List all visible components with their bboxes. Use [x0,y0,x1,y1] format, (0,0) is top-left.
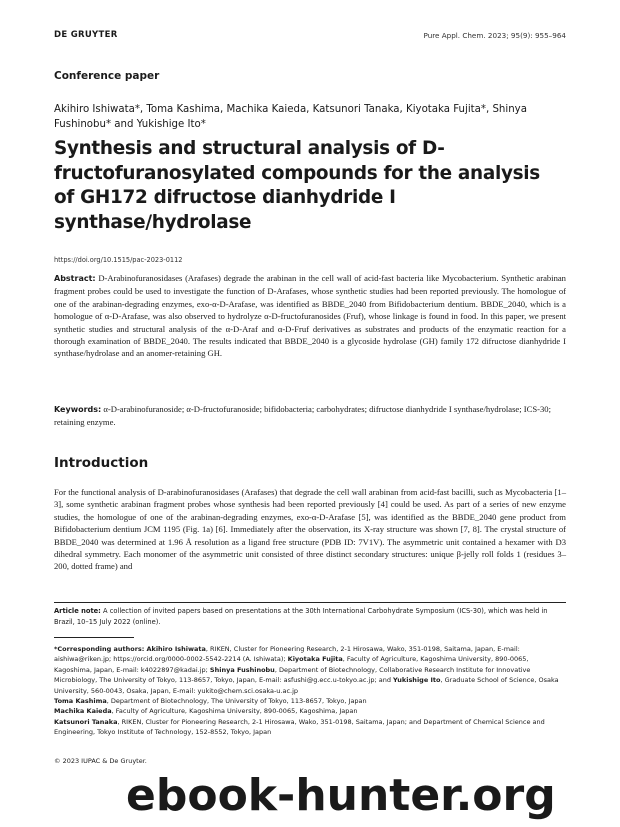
keywords-text: α-D-arabinofuranoside; α-D-fructofuranoside; bifidobacteria; carbohydrates; difructose dianhydride I synthase/hydrolase; ICS-30; retaining enzyme. [54,404,551,428]
running-header [54,30,566,44]
corresponding-main: *Corresponding authors: Akihiro Ishiwata, RIKEN, Cluster for Pioneering Research, 2-1 Hirosawa, Wako, 351-0198, Saitama, Japan, E-mail: aishiwa@riken.jp; https://orcid.org/0000-0002-5542-2214 (A. Ishiwata); Kiyotaka Fujita, Faculty of Agriculture, Kagoshima University, 890-0065, Kagoshima, Japan, E-mail: k4022897@kadai.jp; Shinya Fushinobu, Department of Biotechnology, Collaborative Research Institute for Innovative Microbiology, The University of Tokyo, 113-8657, Tokyo, Japan, E-mail: asfushi@g.ecc.u-tokyo.ac.jp; and Yukishige Ito, Graduate School of Science, Osaka University, 560-0043, Osaka, Japan, E-mail: yukito@chem.sci.osaka-u.ac.jp [54,645,559,695]
author-list: Akihiro Ishiwata*, Toma Kashima, Machika Kaieda, Katsunori Tanaka, Kiyotaka Fujita*, Shinya Fushinobu* and Yukishige Ito* [54,104,527,130]
keywords [54,403,566,429]
keywords-label: Keywords: [54,405,102,414]
article-note-text: A collection of invited papers based on presentations at the 30th International Carbohydrate Symposium (ICS-30), which was held in Brazil, 10–15 July 2022 (online). [54,607,548,626]
article-note-label: Article note: [54,607,101,615]
introduction-text: For the functional analysis of D-arabinofuranosidases (Arafases) that degrade the cell wall arabinan from acid-fast bacilli, such as Mycobacteria [1–3], some synthetic arabinan fragment probes whose synthesis had been reported previously [4] could be used. As part of a series of new enzyme studies, the homologue of one of the arabinan-degrading enzymes, exo-α-D-Arafase [5], was identified as the BBDE_2040 gene product from Bifidobacterium dentium JCM 1195 (Fig. 1a) [6]. Immediately after the observation, its X-ray structure was shown [7, 8]. The crystal structure of BBDE_2040 was determined at 1.96 Å resolution as a ligand free structure (PDB ID: 7V1V). The asymmetric unit contained a hexamer with D3 dihedral symmetry. Each monomer of the asymmetric unit consisted of three distinct secondary structures: unique β-jelly roll folds 1 (residues 3–200, dotted frame) and [54,487,566,572]
abstract-label: Abstract: [54,274,96,283]
doi-link[interactable]: https://doi.org/10.1515/pac-2023-0112 [54,256,183,264]
paper-type: Conference paper [54,70,160,82]
affiliation-tanaka: Katsunori Tanaka, RIKEN, Cluster for Pioneering Research, 2-1 Hirosawa, Wako, 351-0198, Saitama, Japan; and Department of Chemical Science and Engineering, Tokyo Institute of Technology, 152-8552, Tokyo, Japan [54,717,545,737]
affiliation-kashima: Toma Kashima, Department of Biotechnology, The University of Tokyo, 113-8657, Tokyo, Japan [54,697,367,706]
affiliation-kaieda: Machika Kaieda, Faculty of Agriculture, Kagoshima University, 890-0065, Kagoshima, Japan [54,707,358,716]
watermark-text: ebook-hunter.org [126,770,556,820]
corresponding-divider [54,637,134,638]
corresponding-authors [54,644,566,738]
introduction-heading: Introduction [54,455,149,471]
journal-citation: Pure Appl. Chem. 2023; 95(9): 955–964 [423,31,566,40]
article-note [54,606,566,627]
copyright: © 2023 IUPAC & De Gruyter. [54,757,147,765]
watermark-logo [124,770,604,820]
paper-title: Synthesis and structural analysis of D-fructofuranosylated compounds for the analysis of GH172 difructose dianhydride I synthase/hydrolase [54,138,540,233]
publisher-name: DE GRUYTER [54,30,118,40]
footnote-divider [54,602,566,603]
abstract [54,272,566,360]
abstract-text: D-Arabinofuranosidases (Arafases) degrade the arabinan in the cell wall of acid-fast bacteria like Mycobacterium. Synthetic arabinan fragment probes could be used to investigate the function of D-Arafases, whose synthetic studies had been reported previously. The homologue of one of the arabinan-degrading enzymes, exo-α-D-Arafase, was identified as BBDE_2040 from Bifidobacterium dentium. BBDE_2040, which is a homologue of α-D-Arafase, was also observed to hydrolyze α-D-fructofuranosides (Fruf), whose linkage is found in food. In this paper, we present synthetic studies and structural analysis of the α-D-Araf and α-D-Fruf derivatives as substrates and products of the enzymatic reaction for a thorough examination of BBDE_2040. The results indicated that BBDE_2040 is a glycoside hydrolase (GH) family 172 difructose dianhydride I synthase/hydrolase and an anomer-retaining GH. [54,273,566,359]
